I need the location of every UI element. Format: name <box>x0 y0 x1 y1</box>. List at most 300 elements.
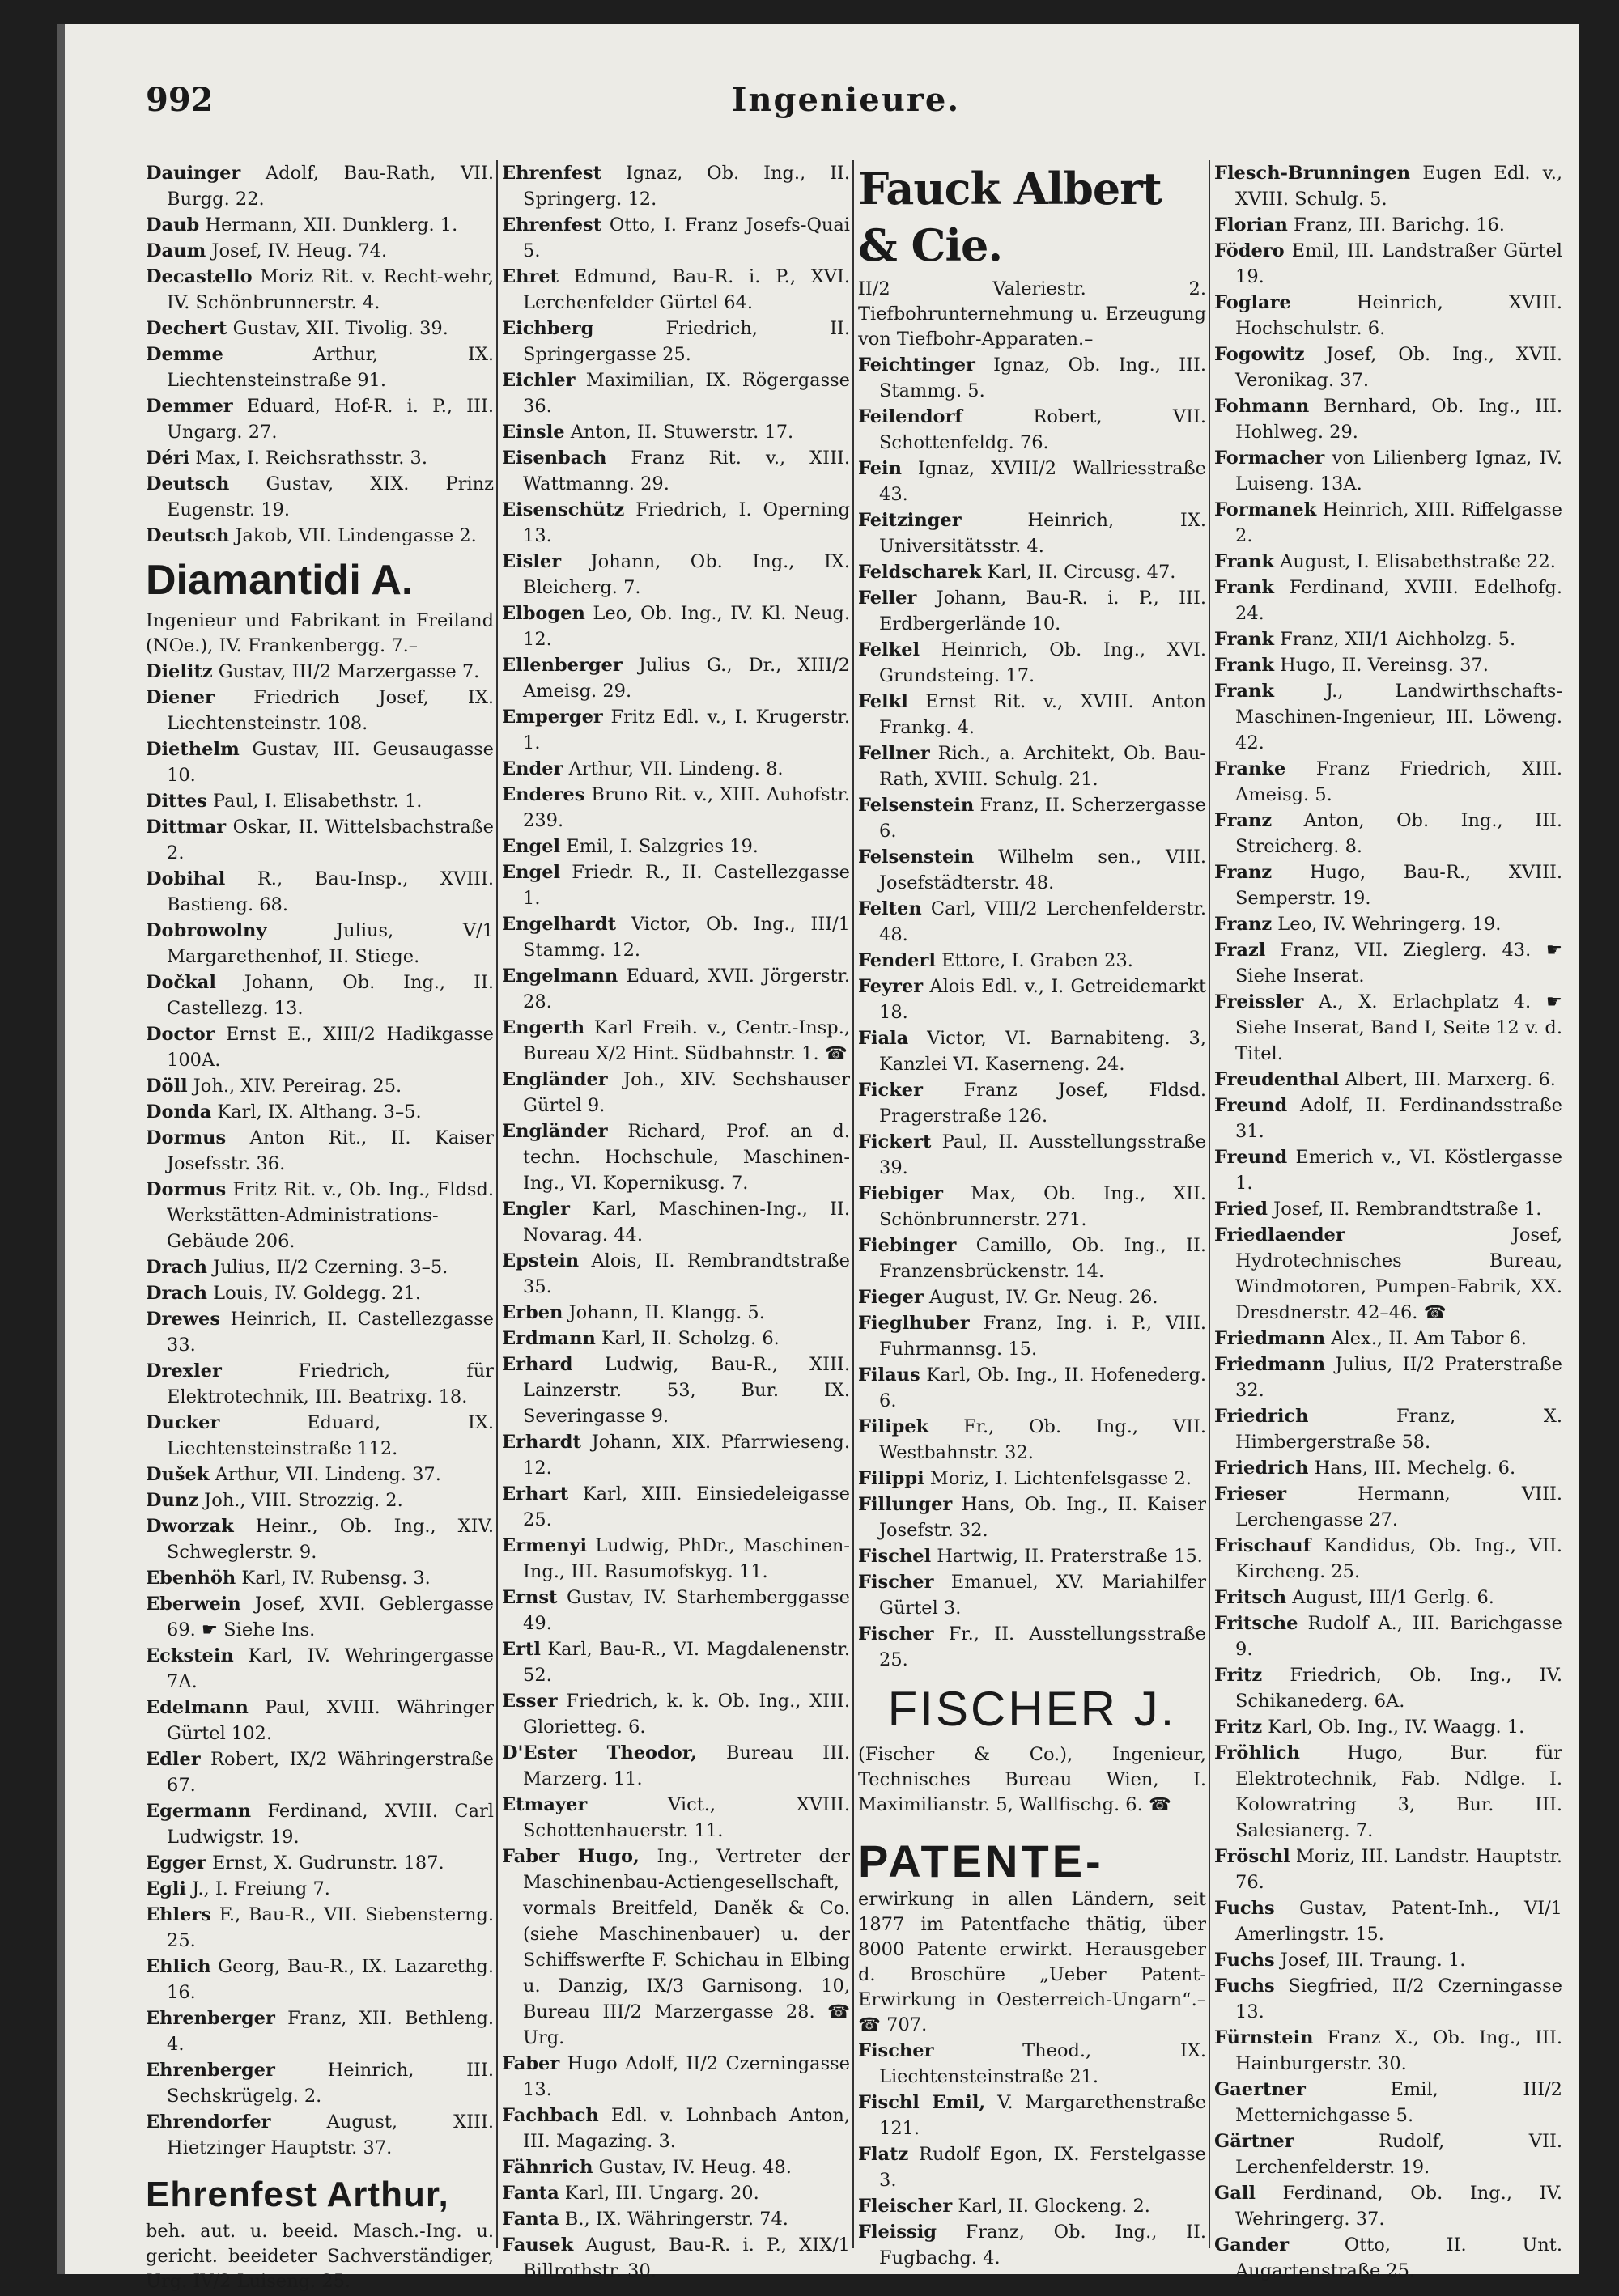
entry-details: Ignaz, Ob. Ing., III. Stammg. 5. <box>879 354 1206 401</box>
entry-details: erwirkung in allen Ländern, seit 1877 im Patentfache thätig, über 8000 Patente erwirkt. Herausgeber d. Broschüre „Ueber Patent-Erwirkung in Oesterreich-Ungarn“.– ☎ 707. <box>858 1889 1206 2035</box>
directory-entry <box>858 637 1206 689</box>
entry-details: Edmund, Bau-R. i. P., XVI. Lerchenfelder Gürtel 64. <box>523 266 850 313</box>
entry-name: Egli <box>146 1878 186 1899</box>
entry-details: Otto, II. Unt. Augartenstraße 25. <box>1235 2234 1562 2281</box>
entry-name: Felkl <box>858 691 908 712</box>
directory-entry <box>502 756 850 782</box>
entry-name: Filaus <box>858 1364 920 1386</box>
entry-name: Franz <box>1214 862 1273 883</box>
entry-details: Louis, IV. Goldegg. 21. <box>207 1283 422 1304</box>
directory-entry <box>858 585 1206 637</box>
entry-name: Flesch-Brunningen <box>1214 163 1411 184</box>
entry-details: Maximilian, IX. Rögergasse 36. <box>523 370 850 417</box>
entry-name: Eisler <box>502 551 562 572</box>
directory-entry <box>858 1025 1206 1077</box>
entry-name: Fröhlich <box>1214 1742 1300 1763</box>
entry-name: Fürnstein <box>1214 2027 1314 2048</box>
directory-entry <box>858 1129 1206 1181</box>
directory-entry <box>858 974 1206 1025</box>
page-header <box>146 81 1546 129</box>
entry-details: Hermann, XII. Dunklerg. 1. <box>199 214 458 236</box>
entry-details: August, I. Elisabethstraße 22. <box>1273 551 1556 572</box>
directory-entry <box>1214 2180 1562 2232</box>
entry-details: Ferdinand, Ob. Ing., IV. Wehringerg. 37. <box>1235 2183 1562 2230</box>
entry-name: D'Ester Theodor, <box>502 1742 697 1763</box>
entry-name: Erhard <box>502 1354 573 1375</box>
entry-name: Engelhardt <box>502 914 617 935</box>
entry-name: Engel <box>502 862 561 883</box>
entry-details: Arthur, VII. Lindeng. 37. <box>209 1464 441 1485</box>
entry-name: Fuchs <box>1214 1898 1275 1919</box>
directory-entry <box>858 1077 1206 1129</box>
directory-entry <box>146 1021 494 1073</box>
entry-details: Johann, Bau-R. i. P., III. Erdbergerlände 10. <box>879 588 1206 634</box>
entry-name: Feldscharek <box>858 562 982 583</box>
directory-entry <box>858 741 1206 792</box>
entry-details: Emerich v., VI. Köstlergasse 1. <box>1235 1147 1562 1194</box>
entry-details: Emil, I. Salzgries 19. <box>560 836 759 857</box>
directory-entry <box>146 1643 494 1695</box>
directory-entry <box>502 1844 850 2051</box>
directory-entry <box>502 549 850 601</box>
entry-details: Jakob, VII. Lindengasse 2. <box>229 525 477 546</box>
directory-entry <box>858 792 1206 844</box>
entry-name: Franke <box>1214 758 1286 779</box>
directory-entry <box>502 911 850 963</box>
advertisement-heading: Diamantidi A. <box>146 557 414 604</box>
directory-entry <box>146 788 494 814</box>
entry-details: Paul, II. Ausstellungsstraße 39. <box>879 1131 1206 1178</box>
entry-name: Demmer <box>146 396 233 417</box>
directory-entry <box>858 1569 1206 1621</box>
entry-name: Franz <box>1214 810 1273 831</box>
entry-details: Rudolf A., III. Barichgasse 9. <box>1235 1613 1562 1660</box>
entry-name: Feitzinger <box>858 510 962 531</box>
directory-entry <box>146 393 494 445</box>
directory-entry <box>502 316 850 367</box>
directory-entry <box>502 704 850 756</box>
directory-entry <box>1214 575 1562 626</box>
entry-name: Faber Hugo, <box>502 1846 640 1867</box>
entry-name: Diethelm <box>146 739 240 760</box>
entry-name: Gander <box>1214 2234 1290 2256</box>
directory-entry <box>502 1300 850 1326</box>
entry-name: Fausek <box>502 2234 574 2256</box>
entry-name: Frieser <box>1214 1483 1287 1504</box>
directory-entry <box>502 834 850 859</box>
directory-entry <box>858 689 1206 741</box>
directory-entry <box>502 160 850 212</box>
entry-details: J., Landwirthschafts-Maschinen-Ingenieur, III. Löweng. 42. <box>1235 681 1562 753</box>
directory-entry <box>502 601 850 652</box>
entry-name: Feyrer <box>858 976 924 997</box>
entry-name: Feller <box>858 588 917 609</box>
directory-entry <box>858 352 1206 404</box>
directory-entry <box>146 1125 494 1177</box>
entry-name: Ermenyi <box>502 1535 588 1556</box>
entry-name: Felsenstein <box>858 795 975 816</box>
entry-details: Franz Friedrich, XIII. Ameisg. 5. <box>1235 758 1562 805</box>
entry-details: Josef, XVII. Geblergasse 69. ☛ Siehe Ins. <box>167 1594 494 1640</box>
entry-name: Drewes <box>146 1309 221 1330</box>
entry-name: Frank <box>1214 551 1274 572</box>
entry-details: Heinrich, III. Sechskrügelg. 2. <box>167 2060 494 2107</box>
directory-entry <box>502 445 850 497</box>
entry-details: Kandidus, Ob. Ing., VII. Kircheng. 25. <box>1235 1535 1562 1582</box>
entry-name: Flatz <box>858 2144 909 2165</box>
entry-name: Freissler <box>1214 991 1304 1012</box>
directory-entry <box>858 1466 1206 1492</box>
entry-name: Déri <box>146 448 190 469</box>
directory-entry <box>858 2038 1206 2090</box>
directory-entry <box>146 1358 494 1410</box>
entry-name: Doctor <box>146 1024 215 1045</box>
directory-entry <box>502 2180 850 2206</box>
entry-name: Ehrendorfer <box>146 2111 271 2133</box>
column-3 <box>858 160 1206 2271</box>
directory-entry <box>1214 678 1562 756</box>
entry-details: Heinrich, Ob. Ing., XVI. Grundsteing. 17. <box>879 639 1206 686</box>
directory-entry <box>1214 2232 1562 2284</box>
entry-name: Ellenberger <box>502 655 623 676</box>
entry-name: Eichler <box>502 370 576 391</box>
entry-name: Felten <box>858 898 922 919</box>
directory-entry <box>1214 808 1562 859</box>
directory-entry <box>146 685 494 736</box>
entry-details: Josef, II. Rembrandtstraße 1. <box>1268 1199 1542 1220</box>
directory-entry <box>1214 212 1562 238</box>
entry-name: Decastello <box>146 266 253 287</box>
entry-details: Robert, IX/2 Währingerstraße 67. <box>167 1749 494 1796</box>
entry-details: Heinrich, XIII. Riffelgasse 2. <box>1235 499 1562 546</box>
directory-entry <box>502 1326 850 1352</box>
directory-entry <box>146 1280 494 1306</box>
entry-details: Moriz, I. Lichtenfelsgasse 2. <box>924 1468 1192 1489</box>
directory-entry <box>502 652 850 704</box>
entry-details: Hermann, VIII. Lerchengasse 27. <box>1235 1483 1562 1530</box>
entry-details: Eduard, Hof-R. i. P., III. Ungarg. 27. <box>167 396 494 443</box>
entry-name: Frank <box>1214 577 1274 598</box>
entry-name: Ehrenberger <box>146 2008 275 2029</box>
entry-details: Richard, Prof. an d. techn. Hochschule, Maschinen-Ing., VI. Kopernikusg. 7. <box>523 1121 850 1194</box>
directory-entry <box>502 497 850 549</box>
directory-entry <box>146 1954 494 2005</box>
entry-details: A., X. Erlachplatz 4. ☛ Siehe Inserat, Band I, Seite 12 v. d. Titel. <box>1235 991 1562 1064</box>
entry-name: Formanek <box>1214 499 1317 520</box>
directory-entry <box>146 866 494 918</box>
column-rule <box>852 160 854 2248</box>
entry-details: Ernst E., XIII/2 Hadikgasse 100A. <box>167 1024 494 1071</box>
directory-entry <box>1214 1844 1562 1895</box>
entry-name: Gaertner <box>1214 2079 1306 2100</box>
directory-entry <box>1214 1481 1562 1533</box>
entry-name: Friedrich <box>1214 1406 1309 1427</box>
directory-entry <box>1214 342 1562 393</box>
entry-details: Heinrich, XVIII. Hochschulstr. 6. <box>1235 292 1562 339</box>
directory-entry <box>146 659 494 685</box>
entry-name: Frank <box>1214 629 1274 650</box>
directory-entry <box>1214 937 1562 989</box>
page-number: 992 <box>146 81 214 119</box>
directory-entry <box>502 1585 850 1636</box>
directory-entry <box>1214 1403 1562 1455</box>
entry-details: Ferdinand, XVIII. Carl Ludwigstr. 19. <box>167 1801 494 1848</box>
entry-name: Dittes <box>146 791 207 812</box>
entry-name: Eckstein <box>146 1645 234 1666</box>
entry-name: Faber <box>502 2053 560 2074</box>
directory-entry <box>1214 626 1562 652</box>
entry-details: Arthur, VII. Lindeng. 8. <box>563 758 784 779</box>
entry-details: Julius, II/2 Czerning. 3–5. <box>207 1257 448 1278</box>
entry-name: Dunz <box>146 1490 199 1511</box>
directory-entry <box>146 316 494 342</box>
entry-details: R., Bau-Insp., XVIII. Bastieng. 68. <box>167 868 494 915</box>
entry-details: Joh., XIV. Sechshauser Gürtel 9. <box>523 1069 850 1116</box>
directory-entry <box>1214 1973 1562 2025</box>
entry-name: Filipek <box>858 1416 929 1437</box>
entry-details: Friedr. R., II. Castellezgasse 1. <box>523 862 850 909</box>
directory-entry <box>1214 756 1562 808</box>
directory-entry <box>858 844 1206 896</box>
entry-name: Daum <box>146 240 206 261</box>
entry-details: Leo, IV. Wehringerg. 19. <box>1272 914 1502 935</box>
entry-details: Franz, III. Barichg. 16. <box>1287 214 1505 236</box>
entry-details: Max, I. Reichsrathsstr. 3. <box>189 448 428 469</box>
directory-entry <box>502 1636 850 1688</box>
entry-details: Karl, Maschinen-Ing., II. Novarag. 44. <box>523 1199 850 1246</box>
directory-entry <box>1214 1352 1562 1403</box>
directory-entry <box>502 1533 850 1585</box>
directory-entry <box>146 1565 494 1591</box>
entry-name: Epstein <box>502 1250 580 1271</box>
entry-name: Fritz <box>1214 1717 1263 1738</box>
directory-entry <box>146 1254 494 1280</box>
entry-details: August, Bau-R. i. P., XIX/1 Billrothstr. 30. <box>523 2234 850 2281</box>
entry-name: Daub <box>146 214 200 236</box>
directory-entry <box>502 1688 850 1740</box>
entry-details: Rich., a. Architekt, Ob. Bau-Rath, XVIII. Schulg. 21. <box>879 743 1206 790</box>
entry-details: Karl, III. Ungarg. 20. <box>559 2183 759 2204</box>
directory-entry <box>146 1073 494 1099</box>
entry-name: Fieglhuber <box>858 1313 970 1334</box>
entry-name: Gärtner <box>1214 2131 1294 2152</box>
entry-details: Franz Josef, Fldsd. Pragerstraße 126. <box>879 1080 1206 1127</box>
entry-details: Arthur, IX. Liechtensteinstraße 91. <box>167 344 494 391</box>
entry-details: Josef, III. Traung. 1. <box>1274 1950 1466 1971</box>
entry-details: Emil, III/2 Metternichgasse 5. <box>1235 2079 1562 2126</box>
entry-details: Friedrich, k. k. Ob. Ing., XIII. Glorietteg. 6. <box>523 1691 850 1738</box>
directory-entry <box>1214 1222 1562 1326</box>
entry-details: Julius G., Dr., XIII/2 Ameisg. 29. <box>523 655 850 702</box>
entry-details: Bureau III. Marzerg. 11. <box>523 1742 850 1789</box>
entry-details: Franz, II. Scherzergasse 6. <box>879 795 1206 842</box>
entry-details: Otto, I. Franz Josefs-Quai 5. <box>523 214 850 261</box>
directory-entry <box>858 559 1206 585</box>
entry-name: Frank <box>1214 681 1274 702</box>
entry-details: Paul, I. Elisabethstr. 1. <box>206 791 423 812</box>
directory-entry <box>1214 1196 1562 1222</box>
entry-name: Einsle <box>502 422 565 443</box>
directory-entry <box>1214 238 1562 290</box>
entry-details: Edl. v. Lohnbach Anton, III. Magazing. 3. <box>523 2105 850 2152</box>
directory-entry <box>146 1099 494 1125</box>
directory-entry <box>1214 1533 1562 1585</box>
column-4 <box>1214 160 1562 2284</box>
directory-entry <box>1214 1093 1562 1144</box>
column-rule <box>1209 160 1210 2248</box>
directory-entry <box>1214 1144 1562 1196</box>
entry-details: Karl, II. Glockeng. 2. <box>952 2196 1150 2217</box>
entry-details: Hugo, II. Vereinsg. 37. <box>1273 655 1489 676</box>
directory-entry <box>146 1876 494 1902</box>
directory-entry <box>502 1067 850 1118</box>
directory-entry <box>858 2090 1206 2141</box>
entry-details: Eduard, IX. Liechtensteinstraße 112. <box>167 1412 494 1459</box>
entry-details: Fr., II. Ausstellungsstraße 25. <box>879 1623 1206 1670</box>
entry-details: Josef, IV. Heug. 74. <box>206 240 388 261</box>
entry-name: Fröschl <box>1214 1846 1290 1867</box>
entry-name: Formacher <box>1214 448 1325 469</box>
entry-name: Felkel <box>858 639 920 660</box>
entry-name: Fachbach <box>502 2105 599 2126</box>
entry-details: Franz, XII/1 Aichholzg. 5. <box>1273 629 1516 650</box>
entry-details: Anton Rit., II. Kaiser Josefsstr. 36. <box>167 1127 494 1174</box>
entry-details: II/2 Valeriestr. 2. Tiefbohrunternehmung u. Erzeugung von Tiefbohr-Apparaten.– <box>858 278 1206 350</box>
entry-details: Theod., IX. Liechtensteinstraße 21. <box>879 2040 1206 2087</box>
directory-entry <box>1214 652 1562 678</box>
directory-entry <box>146 2057 494 2109</box>
column-rule <box>496 160 498 2248</box>
entry-details: Gustav, XIX. Prinz Eugenstr. 19. <box>167 473 494 520</box>
entry-details: Franz, VII. Zieglerg. 43. ☛ Siehe Inserat. <box>1235 940 1562 987</box>
entry-details: Anton, Ob. Ing., III. Streicherg. 8. <box>1235 810 1562 857</box>
directory-entry <box>146 1850 494 1876</box>
entry-details: Friedrich Josef, IX. Liechtensteinstr. 108. <box>167 687 494 734</box>
entry-details: Ignaz, Ob. Ing., II. Springerg. 12. <box>523 163 850 210</box>
entry-name: Etmayer <box>502 1794 588 1815</box>
directory-entry <box>146 736 494 788</box>
entry-details: Ludwig, PhDr., Maschinen-Ing., III. Rasumofskyg. 11. <box>523 1535 850 1582</box>
directory-entry <box>502 264 850 316</box>
entry-details: Ludwig, Bau-R., XIII. Lainzerstr. 53, Bur. IX. Severingasse 9. <box>523 1354 850 1427</box>
entry-name: Foglare <box>1214 292 1291 313</box>
directory-entry <box>146 1591 494 1643</box>
entry-details: (Fischer & Co.), Ingenieur, Technisches Bureau Wien, I. Maximilianstr. 5, Wallfischg. 6. ☎ <box>858 1744 1206 1815</box>
entry-details: beh. aut. u. beeid. Masch.-Ing. u. gericht. beeideter Sachverständiger, Urg. IV/2 Luiseng. 25. <box>146 2221 494 2292</box>
directory-entry <box>858 404 1206 456</box>
entry-name: Emperger <box>502 707 603 728</box>
entry-name: Enderes <box>502 784 585 805</box>
directory-entry <box>502 859 850 911</box>
directory-entry <box>858 2193 1206 2219</box>
directory-entry <box>502 1196 850 1248</box>
entry-details: Fritz Rit. v., Ob. Ing., Fldsd. Werkstätten-Administrations-Gebäude 206. <box>167 1179 494 1252</box>
directory-entry <box>858 507 1206 559</box>
entry-details: Rudolf Egon, IX. Ferstelgasse 3. <box>879 2144 1206 2191</box>
entry-name: Erdmann <box>502 1328 596 1349</box>
directory-entry <box>146 1488 494 1513</box>
entry-name: Egermann <box>146 1801 252 1822</box>
entry-name: Ficker <box>858 1080 923 1101</box>
directory-entry <box>1214 2025 1562 2077</box>
directory-entry <box>146 1177 494 1254</box>
advertisement-heading: Fauck Albert & Cie. <box>858 163 1162 271</box>
directory-entry <box>502 212 850 264</box>
directory-entry <box>858 1233 1206 1284</box>
entry-name: Fanta <box>502 2209 559 2230</box>
entry-details: Karl, XIII. Einsiedeleigasse 25. <box>523 1483 850 1530</box>
entry-details: Karl, IX. Althang. 3–5. <box>211 1101 422 1123</box>
directory-entry <box>502 1015 850 1067</box>
entry-name: Florian <box>1214 214 1288 236</box>
entry-details: August, IV. Gr. Neug. 26. <box>923 1287 1158 1308</box>
entry-details: Alex., II. Am Tabor 6. <box>1325 1328 1528 1349</box>
advertisement-text <box>858 277 1206 352</box>
entry-details: Oskar, II. Wittelsbachstraße 2. <box>167 817 494 864</box>
directory-entry <box>502 2103 850 2154</box>
entry-name: Fritsch <box>1214 1587 1287 1608</box>
entry-name: Franz <box>1214 914 1273 935</box>
entry-name: Fritz <box>1214 1665 1263 1686</box>
entry-details: Bruno Rit. v., XIII. Auhofstr. 239. <box>523 784 850 831</box>
entry-details: Vict., XVIII. Schottenhauerstr. 11. <box>523 1794 850 1841</box>
entry-name: Drexler <box>146 1360 222 1381</box>
entry-details: Karl, Ob. Ing., IV. Waagg. 1. <box>1262 1717 1525 1738</box>
entry-name: Donda <box>146 1101 212 1123</box>
entry-details: Ignaz, XVIII/2 Wallriesstraße 43. <box>879 458 1206 505</box>
directory-entry <box>502 2232 850 2284</box>
entry-details: Gustav, III/2 Marzergasse 7. <box>212 661 480 682</box>
entry-name: Freund <box>1214 1147 1288 1168</box>
entry-name: Fischer <box>858 1623 934 1645</box>
entry-details: Johann, II. Klangg. 5. <box>563 1302 765 1323</box>
advertisement-text <box>146 609 494 659</box>
entry-name: Fleischer <box>858 2196 953 2217</box>
entry-name: Freudenthal <box>1214 1069 1340 1090</box>
entry-details: Moriz, III. Landstr. Hauptstr. 76. <box>1235 1846 1562 1893</box>
directory-entry <box>146 471 494 523</box>
entry-name: Fieger <box>858 1287 924 1308</box>
entry-name: Frischauf <box>1214 1535 1311 1556</box>
entry-details: Albert, III. Marxerg. 6. <box>1339 1069 1556 1090</box>
entry-name: Dočkal <box>146 972 216 993</box>
entry-details: Gustav, Patent-Inh., VI/1 Amerlingstr. 15. <box>1235 1898 1562 1945</box>
directory-entry <box>146 264 494 316</box>
entry-details: Ettore, I. Graben 23. <box>935 950 1133 971</box>
entry-name: Freund <box>1214 1095 1288 1116</box>
entry-name: Engel <box>502 836 561 857</box>
entry-details: Ferdinand, XVIII. Edelhofg. 24. <box>1235 577 1562 624</box>
entry-details: Rudolf, VII. Lerchenfelderstr. 19. <box>1235 2131 1562 2178</box>
directory-entry <box>858 948 1206 974</box>
entry-name: Fellner <box>858 743 930 764</box>
directory-entry <box>858 1284 1206 1310</box>
directory-entry <box>502 1792 850 1844</box>
entry-name: Dormus <box>146 1179 227 1200</box>
entry-name: Friedmann <box>1214 1354 1326 1375</box>
entry-name: Engerth <box>502 1017 585 1038</box>
entry-name: Diener <box>146 687 215 708</box>
entry-name: Esser <box>502 1691 558 1712</box>
directory-entry <box>146 342 494 393</box>
entry-details: Franz, Ob. Ing., II. Fugbachg. 4. <box>879 2222 1206 2268</box>
directory-entry <box>1214 859 1562 911</box>
entry-name: Ernst <box>502 1587 558 1608</box>
entry-name: Frank <box>1214 655 1274 676</box>
directory-entry <box>858 1181 1206 1233</box>
entry-name: Fiebinger <box>858 1235 957 1256</box>
entry-name: Ender <box>502 758 563 779</box>
